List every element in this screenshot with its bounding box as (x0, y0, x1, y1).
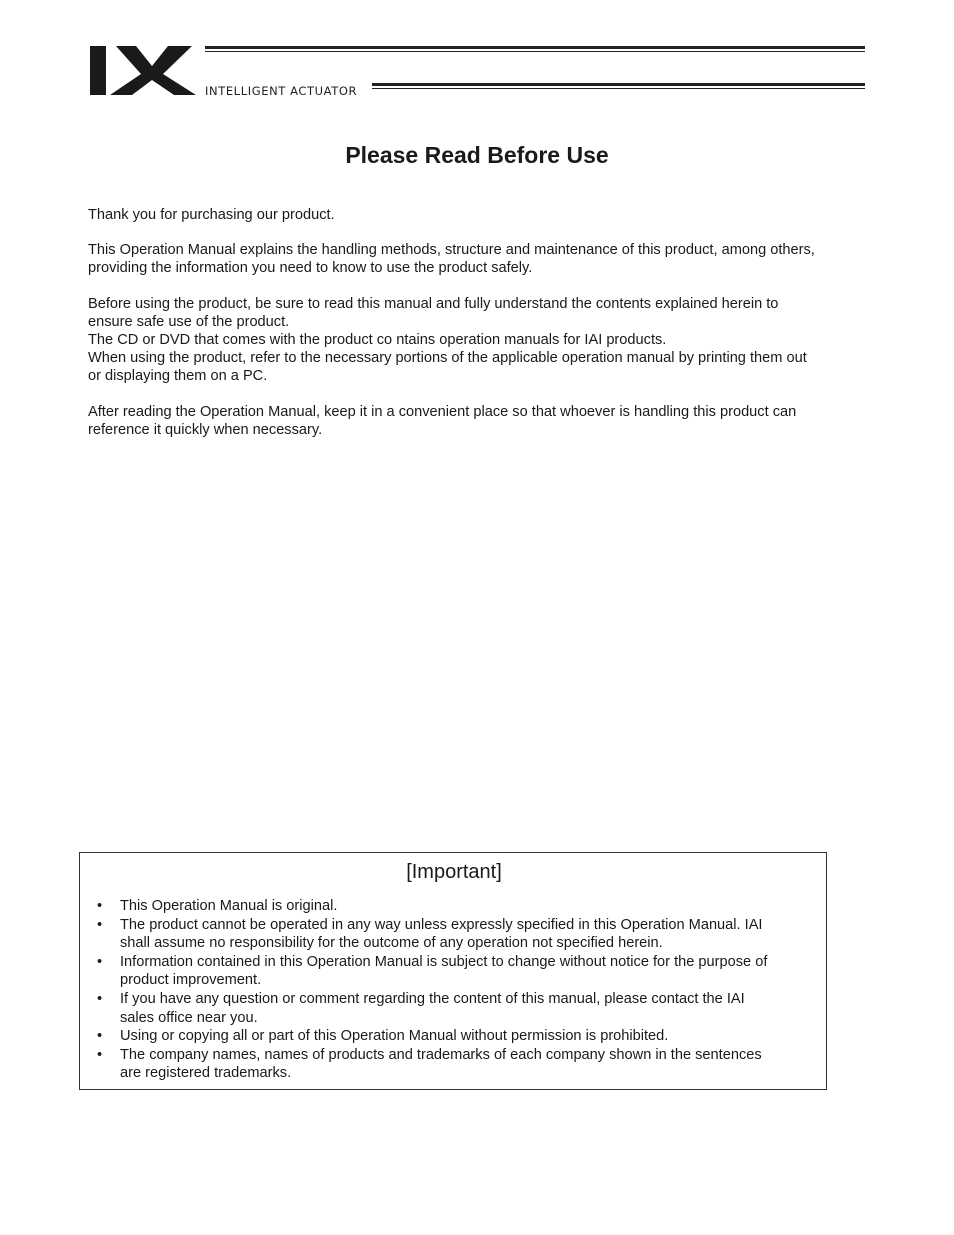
text-line: ensure safe use of the product. (88, 314, 290, 330)
text-line: shall assume no responsibility for the outcome of any operation not specified herein. (120, 935, 663, 952)
text-line: If you have any question or comment regarding the content of this manual, please contact the IAI (120, 990, 745, 1007)
header-rule-top-2 (205, 51, 865, 52)
important-title: [Important] (406, 861, 502, 883)
text-line: This Operation Manual explains the handling methods, structure and maintenance of this product, among others, (88, 242, 815, 258)
bullet-icon: • (97, 1046, 103, 1063)
list-item (95, 990, 815, 1027)
paragraph-thanks (88, 206, 878, 224)
ix-logo (88, 44, 200, 96)
bullet-icon: • (97, 953, 103, 970)
list-item (95, 916, 815, 953)
page-header (0, 0, 954, 110)
text-line: sales office near you. (120, 1009, 258, 1026)
bullet-icon: • (97, 1028, 103, 1045)
text-line: providing the information you need to know to use the product safely. (88, 260, 533, 276)
page-title: Please Read Before Use (345, 142, 609, 168)
important-list (95, 897, 815, 1083)
text-line: The product cannot be operated in any way unless expressly specified in this Operation Manual. IAI (120, 916, 763, 933)
bullet-icon: • (97, 898, 103, 914)
paragraph-before-using (88, 295, 878, 385)
text-line: The CD or DVD that comes with the product co ntains operation manuals for IAI products. (88, 332, 667, 348)
text-line: When using the product, refer to the necessary portions of the applicable operation manual by printing them out (88, 350, 807, 366)
text-line: product improvement. (120, 972, 262, 989)
text-line: After reading the Operation Manual, keep it in a convenient place so that whoever is handling this product can (88, 404, 797, 420)
list-item (95, 897, 815, 916)
list-item (95, 953, 815, 990)
bullet-icon: • (97, 990, 103, 1007)
text-line: reference it quickly when necessary. (88, 422, 323, 438)
text-line: Using or copying all or part of this Operation Manual without permission is prohibited. (120, 1028, 669, 1045)
bullet-icon: • (97, 916, 103, 933)
header-rule-top-1 (205, 46, 865, 49)
list-item (95, 1046, 815, 1083)
text-line: Before using the product, be sure to read this manual and fully understand the contents explained herein to (88, 296, 779, 312)
text-line: Information contained in this Operation Manual is subject to change without notice for the purpose of (120, 953, 768, 970)
important-notice-box (79, 852, 827, 1090)
header-rule-bottom-2 (372, 88, 865, 89)
header-rule-bottom-1 (372, 83, 865, 86)
list-item (95, 1027, 815, 1046)
text-line: or displaying them on a PC. (88, 368, 268, 384)
logo-subtitle: INTELLIGENT ACTUATOR (205, 84, 358, 98)
text-line: are registered trademarks. (120, 1065, 292, 1082)
paragraph-after-reading (88, 403, 878, 439)
text-line: This Operation Manual is original. (120, 898, 338, 914)
text-line: The company names, names of products and trademarks of each company shown in the sentences (120, 1046, 762, 1063)
text-line: Thank you for purchasing our product. (88, 207, 335, 223)
paragraph-manual-explains (88, 241, 878, 277)
